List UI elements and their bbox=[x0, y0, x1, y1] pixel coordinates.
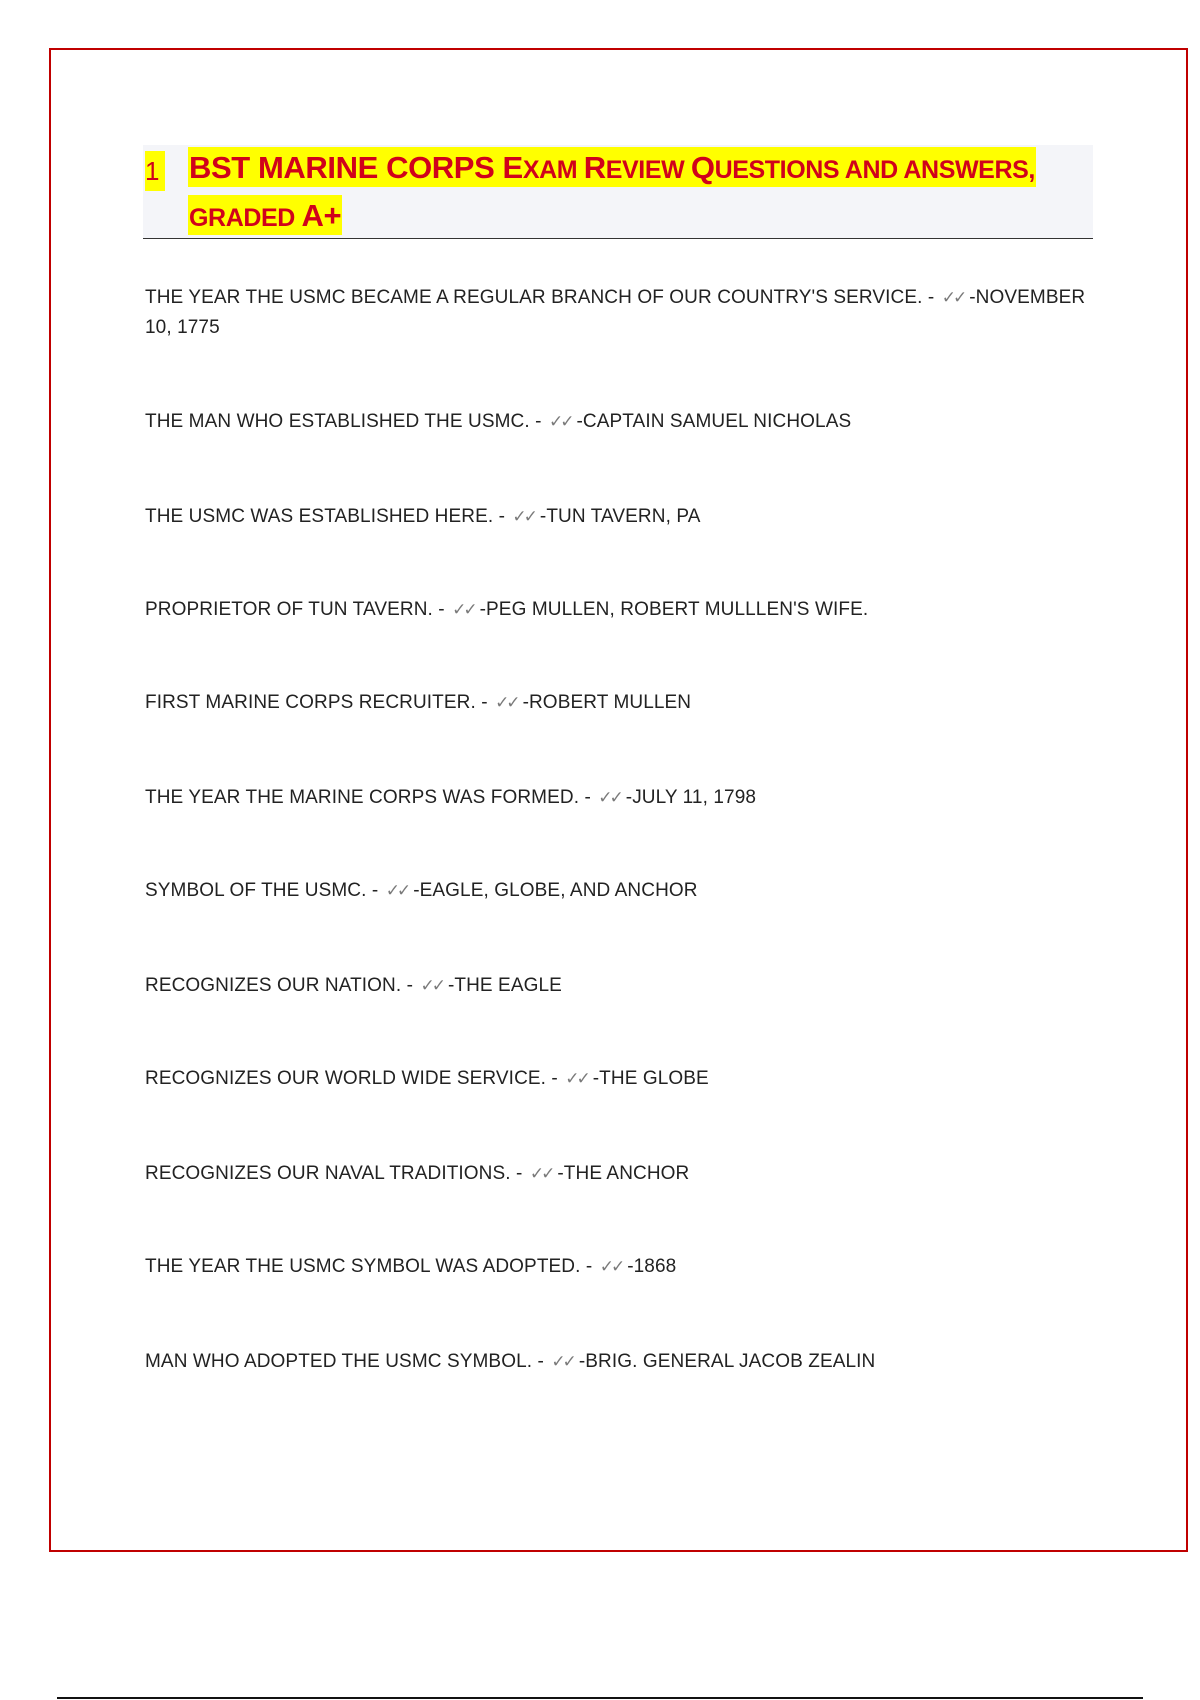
qa-question: FIRST MARINE CORPS RECRUITER. - bbox=[145, 692, 488, 713]
qa-question: THE YEAR THE MARINE CORPS WAS FORMED. - bbox=[145, 787, 591, 808]
qa-item bbox=[145, 783, 1105, 813]
qa-item bbox=[145, 1347, 1105, 1377]
double-check-icon: ✓✓ bbox=[941, 288, 965, 308]
qa-question: RECOGNIZES OUR NATION. - bbox=[145, 975, 414, 996]
qa-question: THE USMC WAS ESTABLISHED HERE. - bbox=[145, 506, 506, 527]
title-part: XAM bbox=[522, 156, 584, 184]
title-part: R bbox=[583, 150, 606, 185]
qa-question: THE YEAR THE USMC BECAME A REGULAR BRANCH OF OUR COUNTRY'S SERVICE. - bbox=[145, 287, 935, 308]
title-highlight bbox=[188, 147, 1036, 235]
double-check-icon: ✓✓ bbox=[512, 507, 535, 527]
qa-item bbox=[145, 595, 1105, 625]
qa-question: SYMBOL OF THE USMC. - bbox=[145, 880, 379, 901]
title-part: A+ bbox=[301, 198, 342, 233]
title-part: UESTIONS AND ANSWERS, GRADED bbox=[189, 156, 1035, 232]
double-check-icon: ✓✓ bbox=[548, 412, 572, 432]
qa-item bbox=[145, 876, 1105, 906]
title-part: BST MARINE CORPS E bbox=[189, 150, 523, 185]
qa-answer: -1868 bbox=[627, 1256, 677, 1277]
qa-item bbox=[145, 502, 1105, 532]
qa-answer: -ROBERT MULLEN bbox=[522, 692, 692, 713]
qa-answer: -JULY 11, 1798 bbox=[625, 787, 757, 808]
qa-item bbox=[145, 1159, 1105, 1189]
double-check-icon: ✓✓ bbox=[452, 600, 475, 620]
heading-block bbox=[143, 145, 1093, 239]
qa-answer: -BRIG. GENERAL JACOB ZEALIN bbox=[578, 1351, 876, 1372]
double-check-icon: ✓✓ bbox=[599, 1257, 623, 1277]
qa-item bbox=[145, 688, 1105, 718]
qa-item bbox=[145, 971, 1105, 1001]
qa-question: RECOGNIZES OUR NAVAL TRADITIONS. - bbox=[145, 1163, 523, 1184]
qa-question: THE YEAR THE USMC SYMBOL WAS ADOPTED. - bbox=[145, 1256, 593, 1277]
qa-question: THE MAN WHO ESTABLISHED THE USMC. - bbox=[145, 411, 542, 432]
qa-item bbox=[145, 283, 1105, 343]
qa-question: PROPRIETOR OF TUN TAVERN. - bbox=[145, 599, 445, 620]
qa-answer: -CAPTAIN SAMUEL NICHOLAS bbox=[576, 411, 852, 432]
double-check-icon: ✓✓ bbox=[420, 976, 443, 996]
qa-answer: -THE GLOBE bbox=[592, 1068, 709, 1089]
qa-answer: -EAGLE, GLOBE, AND ANCHOR bbox=[413, 880, 698, 901]
qa-item bbox=[145, 1064, 1105, 1094]
qa-item bbox=[145, 407, 1105, 437]
heading-number: 1 bbox=[145, 151, 165, 191]
qa-question: MAN WHO ADOPTED THE USMC SYMBOL. - bbox=[145, 1351, 544, 1372]
double-check-icon: ✓✓ bbox=[551, 1352, 574, 1372]
double-check-icon: ✓✓ bbox=[529, 1164, 553, 1184]
qa-item bbox=[145, 1252, 1105, 1282]
double-check-icon: ✓✓ bbox=[495, 693, 518, 713]
qa-answer: -TUN TAVERN, PA bbox=[539, 506, 701, 527]
qa-answer: -PEG MULLEN, ROBERT MULLLEN'S WIFE. bbox=[479, 599, 869, 620]
document-title bbox=[188, 145, 1068, 241]
title-part: Q bbox=[690, 150, 715, 185]
qa-answer: -THE ANCHOR bbox=[557, 1163, 690, 1184]
double-check-icon: ✓✓ bbox=[598, 788, 621, 808]
footer-rule bbox=[57, 1697, 1143, 1699]
qa-answer: -NOVEMBER 10, 1775 bbox=[145, 287, 1086, 338]
qa-answer: -THE EAGLE bbox=[447, 975, 562, 996]
double-check-icon: ✓✓ bbox=[565, 1069, 588, 1089]
qa-question: RECOGNIZES OUR WORLD WIDE SERVICE. - bbox=[145, 1068, 558, 1089]
title-part: EVIEW bbox=[605, 156, 691, 184]
double-check-icon: ✓✓ bbox=[385, 881, 409, 901]
